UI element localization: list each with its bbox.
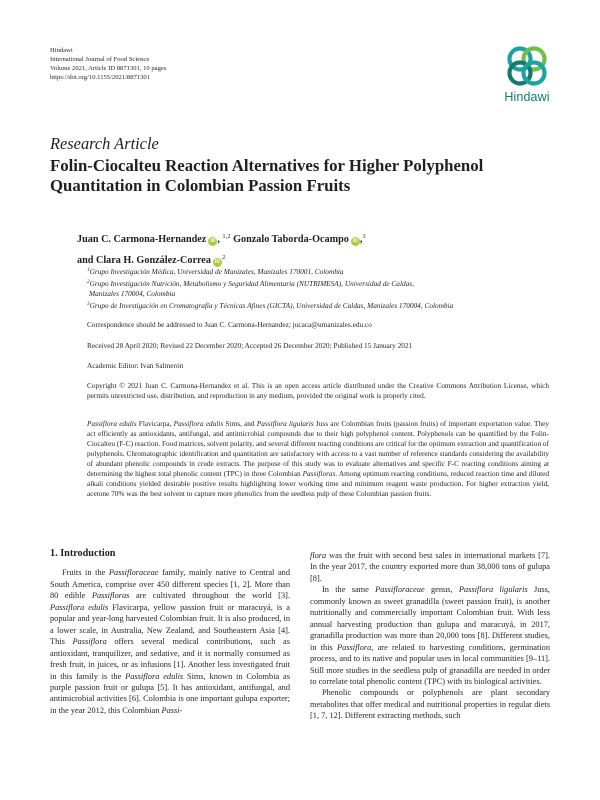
author-name[interactable]: Gonzalo Taborda-Ocampo bbox=[233, 234, 349, 245]
affiliation-text: Grupo Investigación Nutrición, Metabolismo y Seguridad Alimentaria (NUTRIMESA), Universidad de Caldas, bbox=[89, 279, 414, 288]
author-sep: , bbox=[217, 234, 223, 245]
author-name[interactable]: and Clara H. González-Correa bbox=[77, 255, 211, 266]
author-affil-sup: 1,2 bbox=[222, 233, 231, 240]
text-fragment: was the fruit with second best sales in international markets [7]. In the year 2017, the country exported more than 38,000 tons of gulupa [8]. bbox=[310, 551, 550, 583]
orcid-icon[interactable]: iD bbox=[214, 259, 220, 265]
italic-term: Passiflora edulis bbox=[125, 671, 184, 681]
affiliation-sup: 3 bbox=[87, 301, 90, 307]
abstract bbox=[87, 419, 549, 499]
italic-term: Passifloraceae bbox=[108, 568, 159, 578]
paragraph: Phenolic compounds or polyphenols are plant secondary metabolites that offer medical and nutritional properties in regular diets [1, 7, 12]. Different extracting methods, such bbox=[310, 688, 550, 721]
affiliations bbox=[87, 265, 549, 311]
abstract-species: Passiflora ligularis bbox=[256, 419, 314, 428]
paragraph bbox=[50, 567, 290, 716]
hindawi-logo bbox=[497, 43, 557, 107]
article-type: Research Article bbox=[50, 134, 159, 153]
paragraph bbox=[310, 584, 550, 687]
abstract-species: Passiflora edulis bbox=[173, 419, 224, 428]
italic-term: Passifloraceae bbox=[375, 585, 425, 595]
author-sep: , bbox=[359, 234, 363, 245]
author-affil-sup: 2 bbox=[221, 254, 226, 261]
publication-dates: Received 28 April 2020; Revised 22 December 2020; Accepted 26 December 2020; Published 15 January 2021 bbox=[87, 341, 413, 350]
affiliation-sup: 1 bbox=[87, 267, 90, 273]
text-fragment: Flavicarpa, yellow passion fruit or maracuyá, is a popular and year-long harvested Colombian fruit. It is also produced, in a lower scale, in Australia, New Zealand, and Southeastern Asia [4]. This bbox=[50, 602, 290, 647]
section-heading: 1. Introduction bbox=[50, 548, 116, 559]
affiliation-line bbox=[87, 299, 549, 311]
author-list bbox=[77, 228, 547, 270]
text-fragment: family, mainly native to Central and South America, comprise over 450 different species [1, 2]. More than 80 edible bbox=[50, 568, 291, 601]
orcid-icon[interactable]: iD bbox=[210, 238, 216, 244]
affiliation-text: Grupo de Investigación en Cromatografía y Técnicas Afines (GICTA), Universidad de Caldas, Manizales 170004, Colombia bbox=[89, 301, 454, 310]
body-column-right bbox=[310, 550, 550, 722]
author-name[interactable]: Juan C. Carmona-Hernandez bbox=[77, 234, 207, 245]
abstract-text bbox=[87, 419, 549, 499]
text-fragment: Fruits in the bbox=[62, 568, 109, 578]
text-fragment: genus, bbox=[424, 585, 459, 595]
abstract-fragment: Sims, and bbox=[223, 419, 257, 428]
journal-header bbox=[50, 47, 166, 83]
publisher-name: Hindawi bbox=[50, 47, 73, 54]
text-fragment: In the same bbox=[322, 585, 376, 595]
italic-term: Passi- bbox=[161, 705, 183, 715]
author-affil-sup: 3 bbox=[362, 233, 366, 240]
logo-wordmark: Hindawi bbox=[504, 90, 550, 104]
text-fragment: offers several medical contributions, such as antioxidant, tranquilizer, and sedative, and it is normally consumed as fresh fruit, in juices, or as infusions [1]. Another less investigated fruit in this family is the bbox=[50, 637, 290, 681]
affiliation-line bbox=[87, 277, 549, 289]
abstract-fragment: Flavicarpa, bbox=[136, 419, 174, 428]
copyright-notice: Copyright © 2021 Juan C. Carmona-Hernandez et al. This is an open access article distributed under the Creative Commons Attribution License, which permits unrestricted use, distribution, and reproduction in any medium, provided the original work is properly cited. bbox=[87, 381, 549, 400]
italic-term: flora bbox=[310, 551, 327, 560]
abstract-fragment: Juss are Colombian fruits (passion fruits) of important exportation value. They act efficiently as antioxidants, antifungal, and antimicrobial compounds due to their high polyphenol content. Polyphenols can be quantified by the Folin-Ciocalteu (F-C) reaction. Food matrices, solvent polarity, and several different reacting conditions are critical for the optimum extraction and quantification of polyphenols. Chromatographic identification and quantitation are satisfactory with access to a vast number of reference standards considering the availability of abundant phenolic compounds in crude extracts. The purpose of this study was to evaluate alternatives and specific F-C reacting conditions aiming at determining the highest total phenolic content (TPC) in three Colombian bbox=[87, 419, 550, 478]
text-fragment: , are related to harvesting conditions, germination process, and to its native and popular uses in local communities [9–11]. Still more studies in the seedless pulp of granadilla are needed in order to correlate total phenolic content (TPC) with its biological activities. bbox=[310, 642, 550, 686]
italic-term: Passiflora bbox=[336, 642, 372, 652]
paragraph bbox=[310, 550, 550, 584]
abstract-species: Passiflora edulis bbox=[87, 419, 137, 428]
affiliation-text: Manizales 170004, Colombia bbox=[89, 289, 176, 298]
body-column-left bbox=[50, 548, 290, 716]
academic-editor: Academic Editor: Ivan Salmerón bbox=[87, 361, 184, 370]
abstract-species: Passifloras bbox=[302, 469, 336, 478]
article-title: Folin-Ciocalteu Reaction Alternatives for Higher Polyphenol Quantitation in Colombian Passion Fruits bbox=[50, 156, 484, 195]
doi-link[interactable]: https://doi.org/10.1155/2021/8871301 bbox=[50, 73, 151, 81]
abstract-fragment: . Among optimum reacting conditions, reduced reaction time and diluted alkali conditions yielded desirable positive results highlighting lower working time and minimum reagent waste production. For higher extraction yield, acetone 70% was the best solvent to capture more phenolics from the seedless pulp of these Colombian passion fruits. bbox=[87, 469, 550, 498]
affiliation-line bbox=[87, 289, 549, 299]
journal-name: International Journal of Food Science bbox=[50, 55, 150, 63]
italic-term: Passifloras bbox=[91, 591, 130, 601]
hindawi-logo-icon bbox=[504, 43, 550, 89]
volume-info: Volume 2021, Article ID 8871301, 10 pages bbox=[50, 64, 167, 72]
affiliation-sup: 2 bbox=[87, 279, 90, 285]
affiliation-line bbox=[87, 265, 549, 277]
italic-term: Passiflora bbox=[72, 637, 107, 647]
orcid-icon[interactable]: iD bbox=[352, 238, 358, 244]
text-fragment: Sims, known in Colombia as purple passion fruit or gulupa [5]. It has antioxidant, antifungal, and antimicrobial activities [6]. Colombia is one important gulupa exporter; in the year 2012, this Colombian bbox=[50, 671, 290, 715]
affiliation-text: Grupo Investigación Médica, Universidad de Manizales, Manizales 170001, Colombia bbox=[89, 267, 344, 276]
italic-term: Passiflora edulis bbox=[50, 602, 109, 612]
text-fragment: are cultivated throughout the world [3]. bbox=[129, 591, 291, 601]
correspondence: Correspondence should be addressed to Juan C. Carmona-Hernandez; jucaca@umanizales.edu.co bbox=[87, 320, 372, 329]
text-fragment: Juss, commonly known as sweet granadilla (sweet passion fruit), is another nutritionally and commercially important Colombian fruit. With less annual harvesting production than gulupa and maracuyá, in 2017, granadilla production was more than 20,000 tons [8]. Different studies, in this bbox=[310, 585, 550, 652]
italic-term: Passiflora ligularis bbox=[458, 585, 528, 595]
